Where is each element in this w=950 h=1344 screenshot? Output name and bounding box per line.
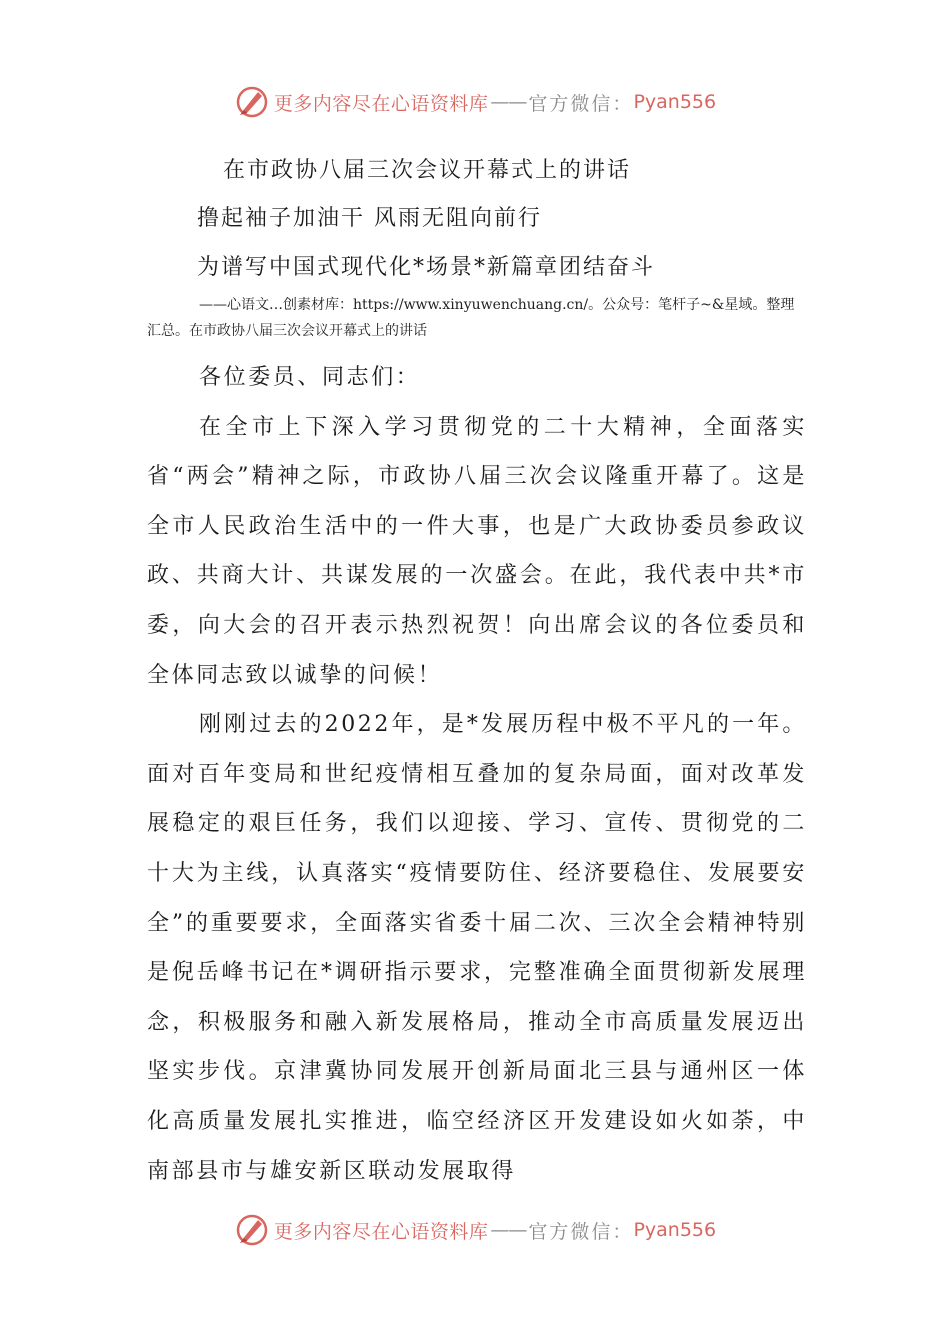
pen-logo-icon: [234, 84, 270, 120]
paragraph-2: 刚刚过去的2022年，是*发展历程中极不平凡的一年。面对百年变局和世纪疫情相互叠加的复杂局面，面对改革发展稳定的艰巨任务，我们以迎接、学习、宣传、贯彻党的二十大为主线，认真落实“疫情要防住、经济要稳住、发展要安全”的重要要求，全面落实省委十届二次、三次全会精神特别是倪岳峰书记在*调研指示要求，完整准确全面贯彻新发展理念，积极服务和融入新发展格局，推动全市高质量发展迈出坚实步伐。京津冀协同发展开创新局面北三县与通州区一体化高质量发展扎实推进，临空经济区开发建设如火如荼，中南部县市与雄安新区联动发展取得: [147, 712, 807, 1184]
banner-separator: ——: [490, 1219, 527, 1241]
banner-separator: ——: [490, 91, 527, 113]
banner-wechat-label: 官方微信：: [528, 1220, 634, 1243]
greeting: 各位委员、同志们：: [199, 365, 421, 390]
document-title: 在市政协八届三次会议开幕式上的讲话: [223, 158, 632, 183]
header-banner: [0, 82, 950, 122]
source-note: ——心语文…创素材库：https://www.xinyuwenchuang.cn/。公众号：笔杆子~&星域。整理汇总。在市政协八届三次会议开幕式上的讲话: [147, 297, 795, 339]
footer-banner: [0, 1210, 950, 1250]
document-subtitle-2: 为谱写中国式现代化*场景*新篇章团结奋斗: [197, 255, 656, 280]
banner-wechat-id: Pyan556: [633, 1219, 717, 1241]
document-body: [147, 148, 807, 1196]
banner-text: 更多内容尽在心语资料库: [273, 92, 489, 115]
banner-text: 更多内容尽在心语资料库: [273, 1220, 489, 1243]
banner-wechat-id: Pyan556: [633, 91, 717, 113]
paragraph-1: 在全市上下深入学习贯彻党的二十大精神，全面落实省“两会”精神之际，市政协八届三次会议隆重开幕了。这是全市人民政治生活中的一件大事，也是广大政协委员参政议政、共商大计、共谋发展的一次盛会。在此，我代表中共*市委，向大会的召开表示热烈祝贺！向出席会议的各位委员和全体同志致以诚挚的问候！: [147, 414, 807, 688]
pen-logo-icon: [234, 1212, 270, 1248]
document-subtitle-1: 撸起袖子加油干 风雨无阻向前行: [197, 206, 542, 231]
banner-wechat-label: 官方微信：: [528, 92, 634, 115]
